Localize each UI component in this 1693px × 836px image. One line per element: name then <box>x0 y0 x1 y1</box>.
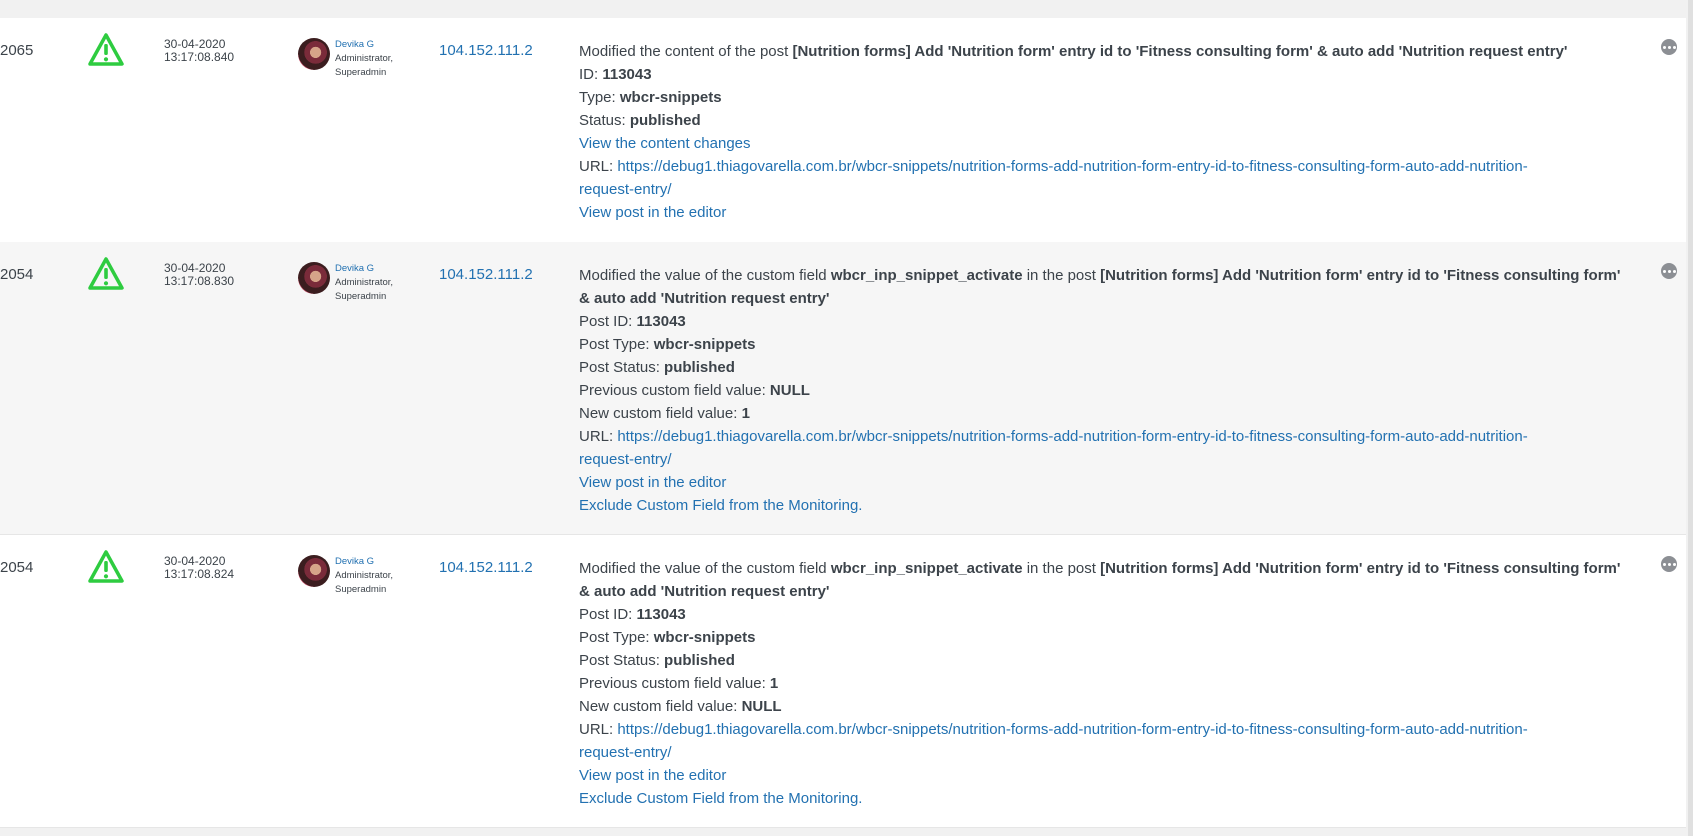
warning-triangle-icon <box>87 32 125 68</box>
more-options-icon[interactable] <box>1661 263 1677 279</box>
user-role: Administrator, <box>335 570 394 581</box>
event-message <box>579 557 1639 810</box>
event-date: 30-04-2020 <box>164 554 226 568</box>
message-text: in the post <box>1022 267 1101 284</box>
post-title-cont: & auto add 'Nutrition request entry' <box>579 583 830 600</box>
message-line <box>579 155 1639 178</box>
label: URL: <box>579 721 618 738</box>
user-info <box>335 38 393 80</box>
label: ID: <box>579 66 603 83</box>
view-in-editor-link[interactable]: View post in the editor <box>579 474 727 491</box>
table-row <box>0 18 1686 243</box>
post-url-link-cont[interactable]: request-entry/ <box>579 744 672 761</box>
event-time: 13:17:08.824 <box>164 567 235 581</box>
message-line <box>579 649 1639 672</box>
post-title: [Nutrition forms] Add 'Nutrition form' entry id to 'Fitness consulting form' <box>1100 267 1621 284</box>
message-text: in the post <box>1022 560 1101 577</box>
label: Post Status: <box>579 359 665 376</box>
post-url-link[interactable]: https://debug1.thiagovarella.com.br/wbcr-snippets/nutrition-forms-add-nutrition-form-entry-id-to-fitness-consulting-form-auto-add-nutrition- <box>617 428 1528 445</box>
event-time: 13:17:08.840 <box>164 50 235 64</box>
post-url-link[interactable]: https://debug1.thiagovarella.com.br/wbcr-snippets/nutrition-forms-add-nutrition-form-entry-id-to-fitness-consulting-form-auto-add-nutrition- <box>617 158 1528 175</box>
view-content-changes-link[interactable]: View the content changes <box>579 135 751 152</box>
user-role: Superadmin <box>335 584 387 595</box>
message-line <box>579 626 1639 649</box>
message-line <box>579 787 1639 810</box>
avatar <box>298 262 330 294</box>
avatar <box>298 555 330 587</box>
label: Post ID: <box>579 606 637 623</box>
message-line <box>579 86 1639 109</box>
event-message <box>579 40 1639 224</box>
ip-address-link[interactable]: 104.152.111.2 <box>439 266 533 283</box>
post-url-link-cont[interactable]: request-entry/ <box>579 451 672 468</box>
label: Post Status: <box>579 652 665 669</box>
event-datetime <box>164 38 234 64</box>
message-text: Modified the value of the custom field <box>579 267 831 284</box>
user-info <box>335 262 393 304</box>
message-line <box>579 310 1639 333</box>
label: URL: <box>579 428 618 445</box>
event-time: 13:17:08.830 <box>164 274 235 288</box>
post-status: published <box>629 112 701 129</box>
post-status: published <box>664 359 735 376</box>
event-date: 30-04-2020 <box>164 37 226 51</box>
post-type: wbcr-snippets <box>653 336 756 353</box>
message-line <box>579 718 1639 741</box>
table-row <box>0 242 1686 535</box>
message-line <box>579 333 1639 356</box>
message-line <box>579 109 1639 132</box>
user-role: Superadmin <box>335 291 387 302</box>
post-status: published <box>664 652 735 669</box>
message-line <box>579 40 1639 63</box>
event-date: 30-04-2020 <box>164 261 226 275</box>
exclude-custom-field-link[interactable]: Exclude Custom Field from the Monitoring. <box>579 790 863 807</box>
table-row <box>0 535 1686 828</box>
exclude-custom-field-link[interactable]: Exclude Custom Field from the Monitoring. <box>579 497 863 514</box>
label: Status: <box>579 112 630 129</box>
new-value: NULL <box>741 698 782 715</box>
message-line <box>579 471 1639 494</box>
user-role: Administrator, <box>335 53 394 64</box>
warning-triangle-icon <box>87 256 125 292</box>
label: Previous custom field value: <box>579 382 770 399</box>
event-code: 2065 <box>0 42 34 59</box>
label: URL: <box>579 158 618 175</box>
ip-address-link[interactable]: 104.152.111.2 <box>439 559 533 576</box>
avatar <box>298 38 330 70</box>
warning-triangle-icon <box>87 549 125 585</box>
user-name-link[interactable]: Devika G <box>335 556 375 567</box>
event-message <box>579 264 1639 517</box>
user-info <box>335 555 393 597</box>
message-line <box>579 603 1639 626</box>
post-url-link-cont[interactable]: request-entry/ <box>579 181 672 198</box>
message-line <box>579 356 1639 379</box>
message-line <box>579 580 1639 603</box>
post-type: wbcr-snippets <box>653 629 756 646</box>
post-type: wbcr-snippets <box>619 89 722 106</box>
post-id: 113043 <box>636 313 686 330</box>
message-text: Modified the value of the custom field <box>579 560 831 577</box>
label: New custom field value: <box>579 405 742 422</box>
post-id: 113043 <box>602 66 652 83</box>
event-datetime <box>164 555 234 581</box>
custom-field-name: wbcr_inp_snippet_activate <box>830 267 1023 284</box>
message-line <box>579 764 1639 787</box>
ip-address-link[interactable]: 104.152.111.2 <box>439 42 533 59</box>
event-code: 2054 <box>0 559 34 576</box>
more-options-icon[interactable] <box>1661 39 1677 55</box>
user-role: Superadmin <box>335 67 387 78</box>
event-datetime <box>164 262 234 288</box>
post-id: 113043 <box>636 606 686 623</box>
post-url-link[interactable]: https://debug1.thiagovarella.com.br/wbcr-snippets/nutrition-forms-add-nutrition-form-entry-id-to-fitness-consulting-form-auto-add-nutrition- <box>617 721 1528 738</box>
message-line <box>579 132 1639 155</box>
user-name-link[interactable]: Devika G <box>335 263 375 274</box>
message-line <box>579 557 1639 580</box>
message-line <box>579 379 1639 402</box>
custom-field-name: wbcr_inp_snippet_activate <box>830 560 1023 577</box>
message-line <box>579 425 1639 448</box>
message-line <box>579 287 1639 310</box>
post-title: [Nutrition forms] Add 'Nutrition form' entry id to 'Fitness consulting form' & auto add 'Nutrition request entry' <box>792 43 1568 60</box>
message-line <box>579 402 1639 425</box>
message-line <box>579 63 1639 86</box>
message-line <box>579 695 1639 718</box>
new-value: 1 <box>741 405 750 422</box>
view-in-editor-link[interactable]: View post in the editor <box>579 204 727 221</box>
message-line <box>579 178 1639 201</box>
user-name-link[interactable]: Devika G <box>335 39 375 50</box>
label: New custom field value: <box>579 698 742 715</box>
scrollbar[interactable] <box>1688 0 1693 836</box>
message-line <box>579 264 1639 287</box>
event-code: 2054 <box>0 266 34 283</box>
message-line <box>579 494 1639 517</box>
label: Post Type: <box>579 336 654 353</box>
message-text: Modified the content of the post <box>579 43 793 60</box>
label: Post ID: <box>579 313 637 330</box>
message-line <box>579 741 1639 764</box>
label: Post Type: <box>579 629 654 646</box>
user-role: Administrator, <box>335 277 394 288</box>
post-title: [Nutrition forms] Add 'Nutrition form' entry id to 'Fitness consulting form' <box>1100 560 1621 577</box>
view-in-editor-link[interactable]: View post in the editor <box>579 767 727 784</box>
more-options-icon[interactable] <box>1661 556 1677 572</box>
post-title-cont: & auto add 'Nutrition request entry' <box>579 290 830 307</box>
previous-value: NULL <box>769 382 810 399</box>
message-line <box>579 672 1639 695</box>
message-line <box>579 201 1639 224</box>
label: Previous custom field value: <box>579 675 770 692</box>
previous-value: 1 <box>769 675 779 692</box>
label: Type: <box>579 89 620 106</box>
message-line <box>579 448 1639 471</box>
